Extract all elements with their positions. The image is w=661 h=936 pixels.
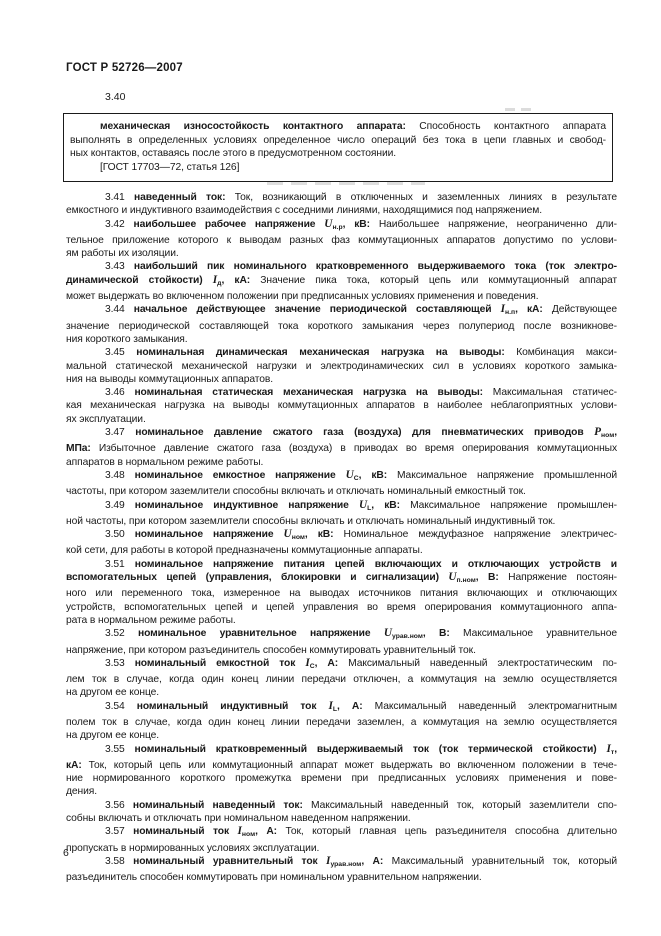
- text-line: [70, 134, 606, 148]
- text-segment: , А:: [361, 855, 392, 867]
- symbol-subscript: ном: [601, 432, 615, 440]
- text-segment: Максимальный наведенный электромагнитным: [374, 700, 617, 712]
- symbol-subscript: н.п: [505, 309, 516, 317]
- text-segment: Ток, который цепь или коммутационный аппарат может выдержать во включенном положении в тече-: [88, 759, 618, 771]
- text-segment: пропускать в нормированных условиях эксплуатации.: [66, 842, 320, 854]
- symbol-variable: I: [212, 273, 218, 286]
- text-line: [66, 360, 617, 373]
- symbol-subscript: C: [353, 474, 359, 482]
- text-segment: аппаратов в нормальном режиме работы.: [66, 456, 264, 468]
- text-line: [66, 274, 617, 290]
- symbol-variable: U: [383, 627, 392, 640]
- text-segment: 3.53: [105, 657, 135, 669]
- text-segment: лем ток в случае, когда один конец линии передачи отключен, а коммутация на землю осуществляется: [66, 674, 617, 686]
- text-segment: Максимальное уравнительное: [463, 628, 617, 640]
- text-line: [66, 825, 617, 841]
- text-segment: 3.42: [105, 218, 134, 230]
- text-line: [66, 515, 617, 528]
- definition-box: [63, 113, 613, 182]
- text-segment: кая механическая нагрузка на выводы коммутационных аппаратов в наиболее неблагоприятных услови-: [66, 400, 617, 412]
- text-line: [66, 657, 617, 673]
- text-line: [66, 260, 617, 273]
- symbol-subscript: ном: [241, 831, 256, 839]
- text-segment: кой сети, для работы в которой предназначены коммутационные аппараты.: [66, 545, 423, 557]
- text-line: [66, 772, 617, 785]
- text-segment: ния на выводы коммутационных аппаратов.: [66, 373, 273, 385]
- text-line: [66, 346, 617, 359]
- text-segment: номинальный емкостной ток: [134, 657, 306, 669]
- text-line: [66, 204, 617, 217]
- text-line: [66, 320, 617, 333]
- text-line: [66, 469, 617, 485]
- text-segment: рата в нормальном режиме работы.: [66, 614, 236, 626]
- text-segment: тельное приложение которого к выводам разных фаз коммутационных аппаратов допустимо по услови-: [66, 234, 617, 246]
- text-segment: 3.45: [105, 347, 137, 359]
- text-segment: , А:: [255, 826, 286, 838]
- text-line: [66, 842, 617, 855]
- text-segment: номинальное индуктивное напряжение: [134, 499, 359, 511]
- text-line: [66, 614, 617, 627]
- symbol-variable: U: [448, 571, 457, 584]
- text-line: [66, 627, 617, 643]
- text-segment: Максимальное напряжение промышленной: [396, 469, 617, 481]
- text-line: [66, 587, 617, 600]
- text-segment: напряжение, при котором разъединитель способен коммутировать уравнительный ток.: [66, 644, 476, 656]
- text-line: [66, 303, 617, 319]
- text-segment: начальное действующее значение периодической составляющей: [133, 304, 501, 316]
- text-segment: номинальная динамическая механическая нагрузка на выводы:: [136, 347, 517, 359]
- text-segment: , В:: [475, 572, 509, 584]
- text-line: [66, 373, 617, 386]
- text-line: [66, 759, 617, 772]
- symbol-subscript: урав.ном: [392, 633, 423, 641]
- text-segment: Способность контактного аппарата: [405, 121, 606, 132]
- text-segment: Максимальный наведенный электростатическим по-: [348, 657, 618, 669]
- text-segment: 3.50: [105, 529, 135, 541]
- text-segment: Действующее: [551, 304, 617, 316]
- text-segment: 3.54: [105, 700, 137, 712]
- text-segment: может выдержать во включенном положении при предписанных условиях применения и поведения.: [66, 291, 539, 303]
- text-segment: Максимальный уравнительный ток, который: [391, 855, 617, 867]
- symbol-variable: U: [283, 528, 292, 541]
- text-segment: дения.: [66, 786, 98, 798]
- symbol-variable: I: [500, 303, 506, 316]
- scan-artifact: [267, 182, 425, 185]
- text-segment: ного или переменного тока, измеренное на выводах источников питания включающих и отключающих: [66, 588, 617, 600]
- text-segment: 3.47: [105, 427, 136, 439]
- symbol-subscript: C: [309, 662, 315, 670]
- text-segment: [ГОСТ 17703—72, статья 126]: [100, 161, 240, 173]
- text-segment: 3.49: [105, 499, 135, 511]
- text-segment: ния короткого замыкания.: [66, 333, 188, 345]
- text-line: [66, 601, 617, 614]
- text-line: [70, 161, 606, 175]
- text-segment: ных контактов, оставаясь после этого в предусмотренном состоянии.: [70, 148, 397, 159]
- text-segment: номинальный индуктивный ток: [136, 700, 329, 712]
- text-segment: Номинальное междуфазное напряжение электричес-: [343, 529, 617, 541]
- text-segment: Максимальный наведенный ток, который заземлители спо-: [311, 799, 617, 811]
- text-segment: ях эксплуатации.: [66, 413, 146, 425]
- text-line: [66, 218, 617, 234]
- symbol-variable: U: [324, 217, 333, 230]
- text-segment: 3.56: [105, 799, 133, 811]
- text-segment: разъединитель способен коммутировать при номинальном уравнительном напряжении.: [66, 872, 482, 884]
- text-segment: на другом ее конце.: [66, 687, 160, 699]
- text-line: [66, 743, 617, 759]
- symbol-subscript: L: [332, 705, 338, 713]
- text-segment: , кА:: [515, 304, 552, 316]
- text-segment: наведенный ток:: [134, 192, 235, 203]
- page-number: 6: [63, 847, 69, 859]
- text-segment: 3.57: [105, 826, 134, 838]
- text-segment: устройств, вспомогательных цепей и цепей управления во время оперирования коммутационного аппа-: [66, 601, 617, 613]
- text-line: [70, 120, 606, 134]
- document-title: ГОСТ Р 52726—2007: [66, 62, 183, 74]
- text-line: [66, 234, 617, 247]
- text-segment: , А:: [314, 657, 349, 669]
- text-line: [66, 571, 617, 587]
- text-line: [66, 855, 617, 871]
- text-line: [66, 871, 617, 884]
- text-line: [66, 485, 617, 498]
- section-number: 3.40: [105, 91, 126, 103]
- text-segment: номинальный кратковременный выдерживаемый ток (ток термической стойкости): [134, 743, 607, 755]
- text-segment: емкостного и индуктивного взаимодействия с соседними линиями, находящимися под напряжением.: [66, 205, 543, 217]
- symbol-subscript: урав.ном: [330, 860, 362, 868]
- text-segment: номинальное напряжение питания цепей включающих и отключающих устройств и: [134, 558, 617, 570]
- text-segment: номинальное напряжение: [134, 529, 284, 541]
- text-segment: , В:: [422, 628, 463, 640]
- text-segment: МПа:: [66, 443, 99, 455]
- text-line: [66, 673, 617, 686]
- scan-artifact: [505, 108, 537, 111]
- symbol-variable: U: [345, 468, 354, 481]
- text-segment: Комбинация макси-: [516, 347, 617, 359]
- text-line: [66, 191, 617, 204]
- text-line: [66, 700, 617, 716]
- text-segment: наибольший пик номинального кратковременного выдерживаемого тока (ток электро-: [133, 261, 617, 273]
- text-line: [66, 686, 617, 699]
- text-segment: , кВ:: [304, 529, 344, 541]
- text-segment: , кВ:: [358, 469, 397, 481]
- text-segment: , кА:: [221, 274, 261, 286]
- text-line: [66, 499, 617, 515]
- text-segment: , кВ:: [371, 499, 411, 511]
- text-segment: Напряжение постоян-: [508, 572, 617, 584]
- symbol-variable: I: [326, 854, 331, 867]
- text-segment: значение периодической составляющей тока короткого замыкания через полупериод после возникнове-: [66, 320, 617, 332]
- symbol-subscript: т: [610, 748, 615, 756]
- text-segment: собны включать и отключать при номинальном наведенном напряжении.: [66, 813, 411, 825]
- text-segment: на другом ее конце.: [66, 730, 160, 742]
- text-line: [66, 729, 617, 742]
- text-segment: кА:: [66, 759, 89, 771]
- text-line: [66, 644, 617, 657]
- text-segment: Максимальная статичес-: [492, 387, 617, 399]
- text-line: [66, 413, 617, 426]
- text-segment: Максимальное напряжение промышлен-: [410, 499, 617, 511]
- text-segment: 3.44: [105, 304, 134, 316]
- text-segment: ,: [614, 743, 617, 755]
- symbol-variable: I: [305, 656, 310, 669]
- text-segment: ям работы их изоляции.: [66, 248, 179, 260]
- text-segment: 3.43: [105, 261, 134, 273]
- text-segment: 3.52: [105, 628, 138, 640]
- symbol-variable: I: [606, 742, 611, 755]
- symbol-variable: U: [358, 498, 368, 511]
- text-segment: ние нормированного короткого промежутка времени при предписанных условиях применения и пове-: [66, 773, 617, 785]
- text-segment: ,: [614, 427, 617, 439]
- symbol-subscript: н.р: [332, 223, 343, 231]
- text-line: [66, 333, 617, 346]
- text-segment: вспомогательных цепей (управления, блокировки и сигнализации): [66, 572, 449, 584]
- text-line: [66, 785, 617, 798]
- text-segment: 3.48: [105, 469, 135, 481]
- symbol-subscript: д: [217, 279, 222, 287]
- symbol-variable: I: [328, 699, 333, 712]
- text-segment: , А:: [337, 700, 375, 712]
- text-segment: мальной статической механической нагрузки и электродинамических сил в условиях короткого замыка-: [66, 360, 617, 372]
- text-line: [66, 558, 617, 571]
- text-line: [66, 386, 617, 399]
- symbol-subscript: ном: [291, 534, 305, 542]
- text-segment: выполнять в определенных условиях определенное число операций без тока в цепи главных и свобод-: [70, 134, 606, 146]
- text-line: [70, 147, 606, 161]
- text-segment: 3.41: [105, 192, 134, 203]
- text-segment: 3.51: [105, 558, 135, 570]
- body-text: [66, 191, 617, 885]
- text-segment: Ток, возникающий в отключенных и заземленных линиях в результате: [234, 192, 617, 203]
- symbol-variable: P: [594, 426, 602, 439]
- text-segment: частоты, при котором заземлители способны включать и отключать номинальный емкостный ток.: [66, 486, 526, 498]
- text-line: [66, 812, 617, 825]
- text-segment: Ток, который главная цепь разъединителя способна длительно: [285, 826, 618, 838]
- text-line: [66, 290, 617, 303]
- text-line: [66, 544, 617, 557]
- symbol-subscript: п.ном: [456, 577, 476, 585]
- text-line: [66, 456, 617, 469]
- text-segment: 3.46: [105, 387, 135, 399]
- text-segment: номинальный уравнительный ток: [133, 855, 327, 867]
- text-segment: наибольшее рабочее напряжение: [133, 218, 325, 230]
- text-line: [66, 399, 617, 412]
- text-segment: , кВ:: [342, 218, 379, 230]
- text-segment: полем ток в случае, когда один конец линии передачи заземлен, а коммутация на землю осуществляется: [66, 716, 617, 728]
- text-segment: номинальный наведенный ток:: [132, 799, 312, 811]
- text-segment: Значение пика тока, который цепь или коммутационный аппарат: [260, 274, 618, 286]
- text-line: [66, 426, 617, 442]
- symbol-subscript: L: [367, 504, 372, 512]
- text-segment: 3.58: [105, 855, 134, 867]
- text-segment: номинальная статическая механическая нагрузка на выводы:: [134, 387, 493, 399]
- text-segment: номинальное давление сжатого газа (воздуха) для пневматических приводов: [135, 427, 595, 439]
- text-segment: номинальный ток: [133, 826, 238, 838]
- text-line: [66, 528, 617, 544]
- text-line: [66, 442, 617, 455]
- text-segment: номинальное емкостное напряжение: [134, 469, 346, 481]
- text-line: [66, 799, 617, 812]
- text-segment: номинальное уравнительное напряжение: [137, 628, 384, 640]
- text-segment: Избыточное давление сжатого газа (воздуха) в приводах во время оперирования коммутационных: [98, 443, 617, 455]
- text-segment: ной частоты, при котором заземлители способны включать и отключать номинальный индуктивный ток.: [66, 515, 556, 527]
- text-segment: механическая износостойкость контактного аппарата:: [100, 121, 406, 132]
- text-line: [66, 716, 617, 729]
- symbol-variable: I: [237, 825, 242, 838]
- text-segment: динамической стойкости): [66, 274, 213, 286]
- text-segment: Наибольшее напряжение, неограниченно дли-: [378, 218, 617, 230]
- text-line: [66, 247, 617, 260]
- text-segment: 3.55: [105, 743, 135, 755]
